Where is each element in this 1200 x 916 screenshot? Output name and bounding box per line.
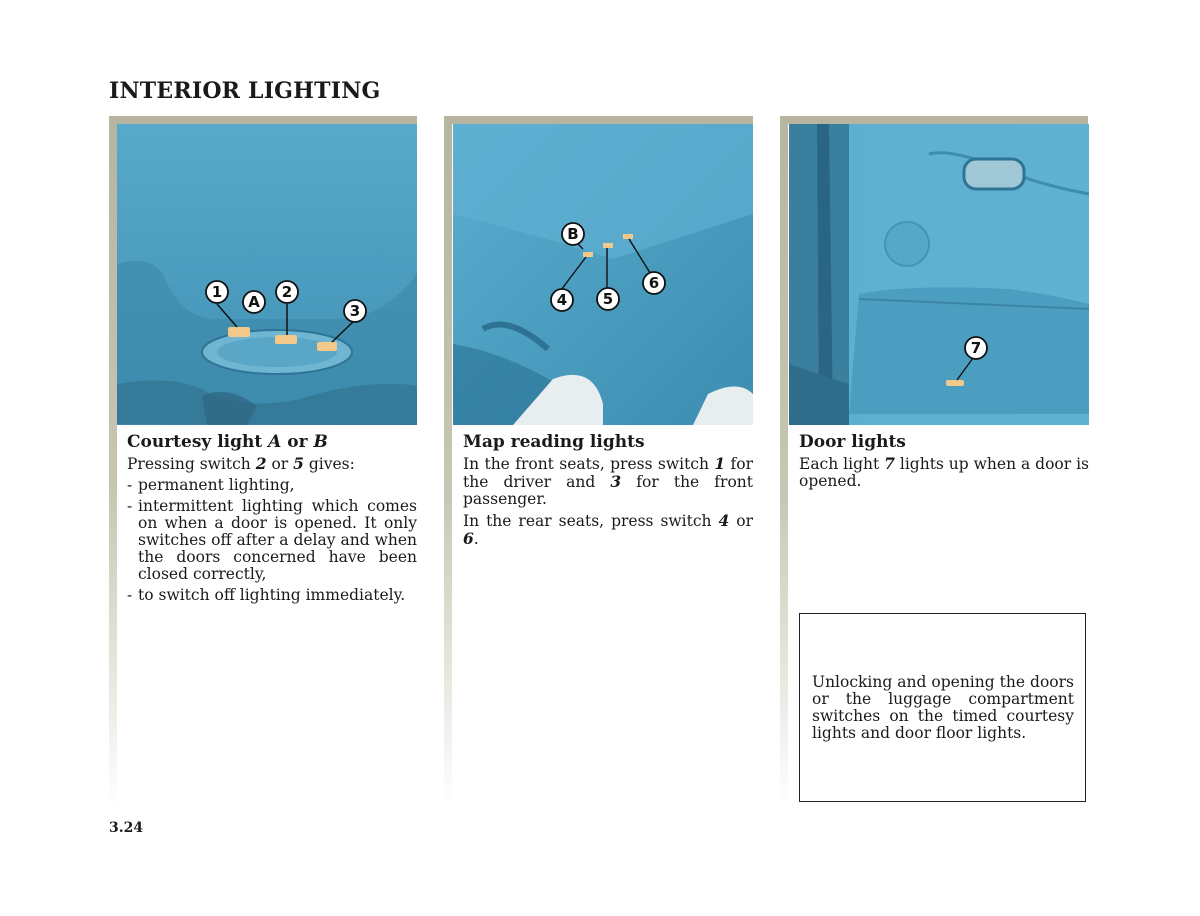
front-seats-paragraph: In the front seats, press switch 1 for the driver and 3 for the front passenger.	[463, 454, 753, 508]
door-lights-photo	[789, 124, 1089, 425]
column-top-rule	[109, 116, 417, 124]
callout-6	[643, 272, 665, 294]
column-accent-bar	[780, 118, 788, 808]
callout-3	[344, 300, 366, 322]
note-box	[799, 613, 1086, 802]
svg-text:B: B	[567, 225, 579, 243]
svg-text:2: 2	[281, 283, 293, 301]
rear-seats-paragraph: In the rear seats, press switch 4 or 6.	[463, 511, 754, 548]
svg-text:6: 6	[648, 274, 660, 292]
door-lights-paragraph: Each light 7 lights up when a door is opened.	[799, 454, 1089, 490]
page-number: 3.24	[109, 820, 144, 836]
callout-1	[206, 281, 228, 303]
section-heading: Courtesy light A or B	[127, 432, 328, 452]
column-accent-bar	[109, 118, 117, 808]
page-title: INTERIOR LIGHTING	[109, 78, 381, 104]
svg-text:5: 5	[602, 290, 614, 308]
section-heading: Map reading lights	[463, 432, 645, 452]
list-item: - to switch off lighting immediately.	[127, 587, 417, 604]
courtesy-light-section	[127, 434, 417, 608]
svg-text:3: 3	[349, 302, 361, 320]
callout-5	[597, 288, 619, 310]
callout-7	[965, 337, 987, 359]
door-lights-section	[799, 434, 1089, 494]
callout-a	[243, 291, 265, 313]
map-reading-lights-section	[463, 434, 753, 552]
column-top-rule	[780, 116, 1088, 124]
svg-text:A: A	[248, 293, 260, 311]
callout-b	[562, 223, 584, 245]
callout-2	[276, 281, 298, 303]
svg-text:4: 4	[556, 291, 568, 309]
courtesy-light-photo	[117, 124, 417, 425]
svg-text:7: 7	[970, 339, 982, 357]
svg-text:1: 1	[211, 283, 223, 301]
note-text: Unlocking and opening the doors or the luggage compartment switches on the timed courtesy lights and door floor lights.	[812, 673, 1074, 742]
list-item: - permanent lighting,	[127, 477, 417, 494]
lighting-mode-list	[127, 477, 417, 604]
callout-4	[551, 289, 573, 311]
list-item: - intermittent lighting which comes on when a door is opened. It only switches off after a delay and when the doors concerned have been closed correctly,	[127, 498, 417, 583]
column-accent-bar	[444, 118, 452, 808]
column-top-rule	[444, 116, 753, 124]
map-reading-lights-photo	[453, 124, 753, 425]
section-heading: Door lights	[799, 432, 906, 452]
section-intro: Pressing switch 2 or 5 gives:	[127, 454, 355, 473]
